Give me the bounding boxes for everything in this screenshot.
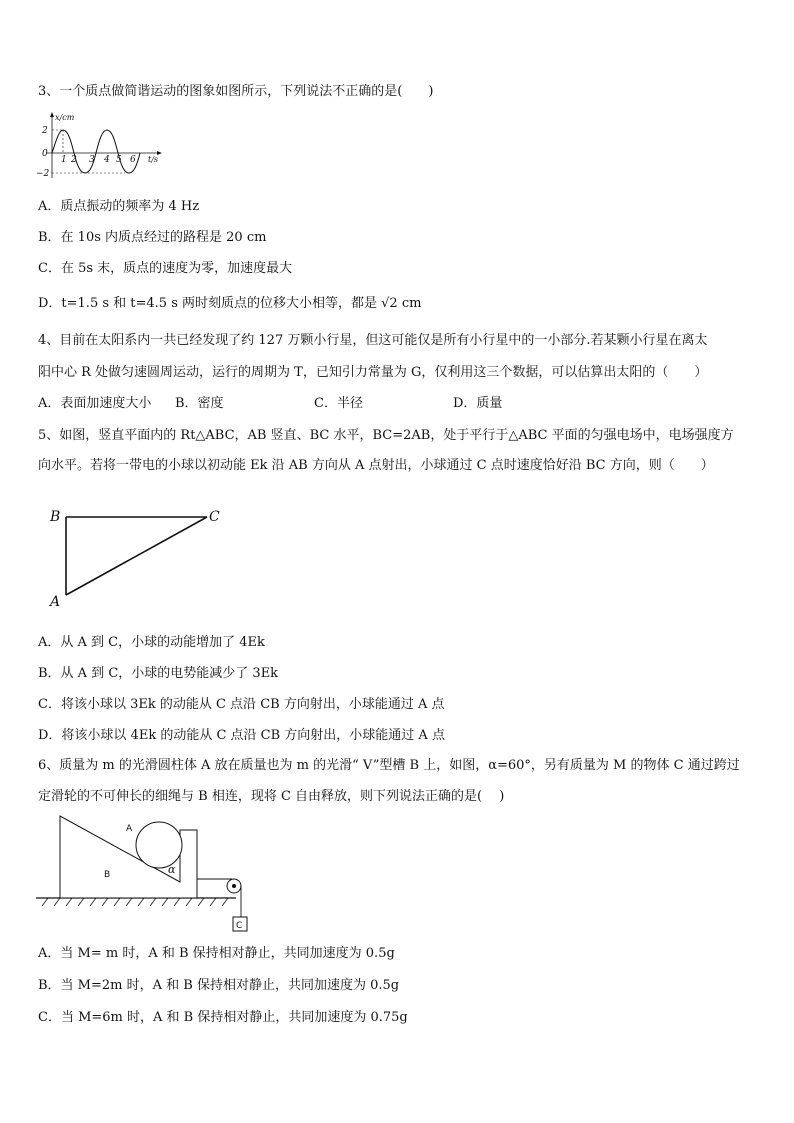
- q3-graph-xtick: 5: [116, 155, 122, 165]
- q5-label-c: C: [209, 509, 220, 525]
- q6-stem-line2: 定滑轮的不可伸长的细绳与 B 相连，现将 C 自由释放，则下列说法正确的是( ): [38, 789, 505, 804]
- q3-graph-ytick: −2: [36, 169, 50, 179]
- q5-option-d: D．将该小球以 4Ek 的动能从 C 点沿 CB 方向射出，小球能通过 A 点: [38, 728, 445, 743]
- q5-label-b: B: [50, 509, 61, 525]
- q3-stem: 3、一个质点做简谐运动的图象如图所示，下列说法不正确的是( ): [38, 84, 434, 99]
- q6-option-c: C．当 M=6m 时，A 和 B 保持相对静止，共同加速度为 0.75g: [38, 1010, 408, 1025]
- q5-stem-line1: 5、如图，竖直平面内的 Rt△ABC，AB 竖直、BC 水平，BC=2AB，处于平行于△ABC 平面的匀强电场中，电场强度方: [38, 428, 734, 443]
- q4-option-c: C．半径: [314, 396, 363, 411]
- q6-label-c: C: [236, 921, 243, 931]
- q3-graph-xtick: 6: [130, 155, 136, 165]
- q4-option-a: A．表面加速度大小: [38, 396, 152, 411]
- q4-stem-line2: 阳中心 R 处做匀速圆周运动，运行的周期为 T，已知引力常量为 G，仅利用这三个数据，可以估算出太阳的（ ）: [38, 365, 708, 380]
- q6-stem-line1: 6、质量为 m 的光滑圆柱体 A 放在质量也为 m 的光滑“ V”型槽 B 上，如图，α=60°，另有质量为 M 的物体 C 通过跨过: [38, 758, 740, 773]
- q3-graph-xtick: 4: [104, 155, 110, 165]
- q3-graph-xtick: 2: [71, 155, 77, 165]
- q3-shm-graph: [36, 110, 166, 185]
- q5-option-c: C．将该小球以 3Ek 的动能从 C 点沿 CB 方向射出，小球能通过 A 点: [38, 697, 445, 712]
- q3-graph-xtick: 1: [61, 155, 67, 165]
- q6-label-b: B: [104, 870, 111, 880]
- q3-graph-ytick: 0: [42, 149, 48, 159]
- q4-option-d: D．质量: [453, 396, 503, 411]
- q3-graph-xlabel: t/s: [148, 155, 159, 164]
- q3-graph-ylabel: x/cm: [55, 113, 75, 122]
- q3-option-c: C．在 5s 末，质点的速度为零，加速度最大: [38, 261, 293, 276]
- q6-option-a: A．当 M= m 时，A 和 B 保持相对静止，共同加速度为 0.5g: [38, 946, 395, 961]
- q3-option-d: D．t=1.5 s 和 t=4.5 s 两时刻质点的位移大小相等，都是 √2 cm: [38, 296, 422, 311]
- q5-triangle-figure: [44, 500, 234, 615]
- q3-graph-ytick: 2: [42, 126, 48, 136]
- q4-stem-line1: 4、目前在太阳系内一共已经发现了约 127 万颗小行星，但这可能仅是所有小行星中的一小部分.若某颗小行星在离太: [38, 333, 708, 348]
- q6-option-b: B．当 M=2m 时，A 和 B 保持相对静止，共同加速度为 0.5g: [38, 978, 400, 993]
- q4-option-b: B．密度: [175, 396, 224, 411]
- q6-label-alpha: α: [168, 863, 176, 876]
- q5-option-a: A．从 A 到 C，小球的动能增加了 4Ek: [38, 635, 265, 650]
- q6-groove-figure: [36, 812, 266, 942]
- q6-label-a: A: [126, 824, 133, 834]
- q3-graph-xtick: 3: [89, 155, 95, 165]
- q5-label-a: A: [50, 594, 61, 610]
- q3-option-b: B．在 10s 内质点经过的路程是 20 cm: [38, 230, 267, 245]
- q5-stem-line2: 向水平。若将一带电的小球以初动能 Ek 沿 AB 方向从 A 点射出，小球通过 C 点时速度恰好沿 BC 方向，则（ ）: [38, 458, 714, 473]
- q5-option-b: B．从 A 到 C，小球的电势能减少了 3Ek: [38, 666, 279, 681]
- q3-option-a: A．质点振动的频率为 4 Hz: [38, 199, 200, 214]
